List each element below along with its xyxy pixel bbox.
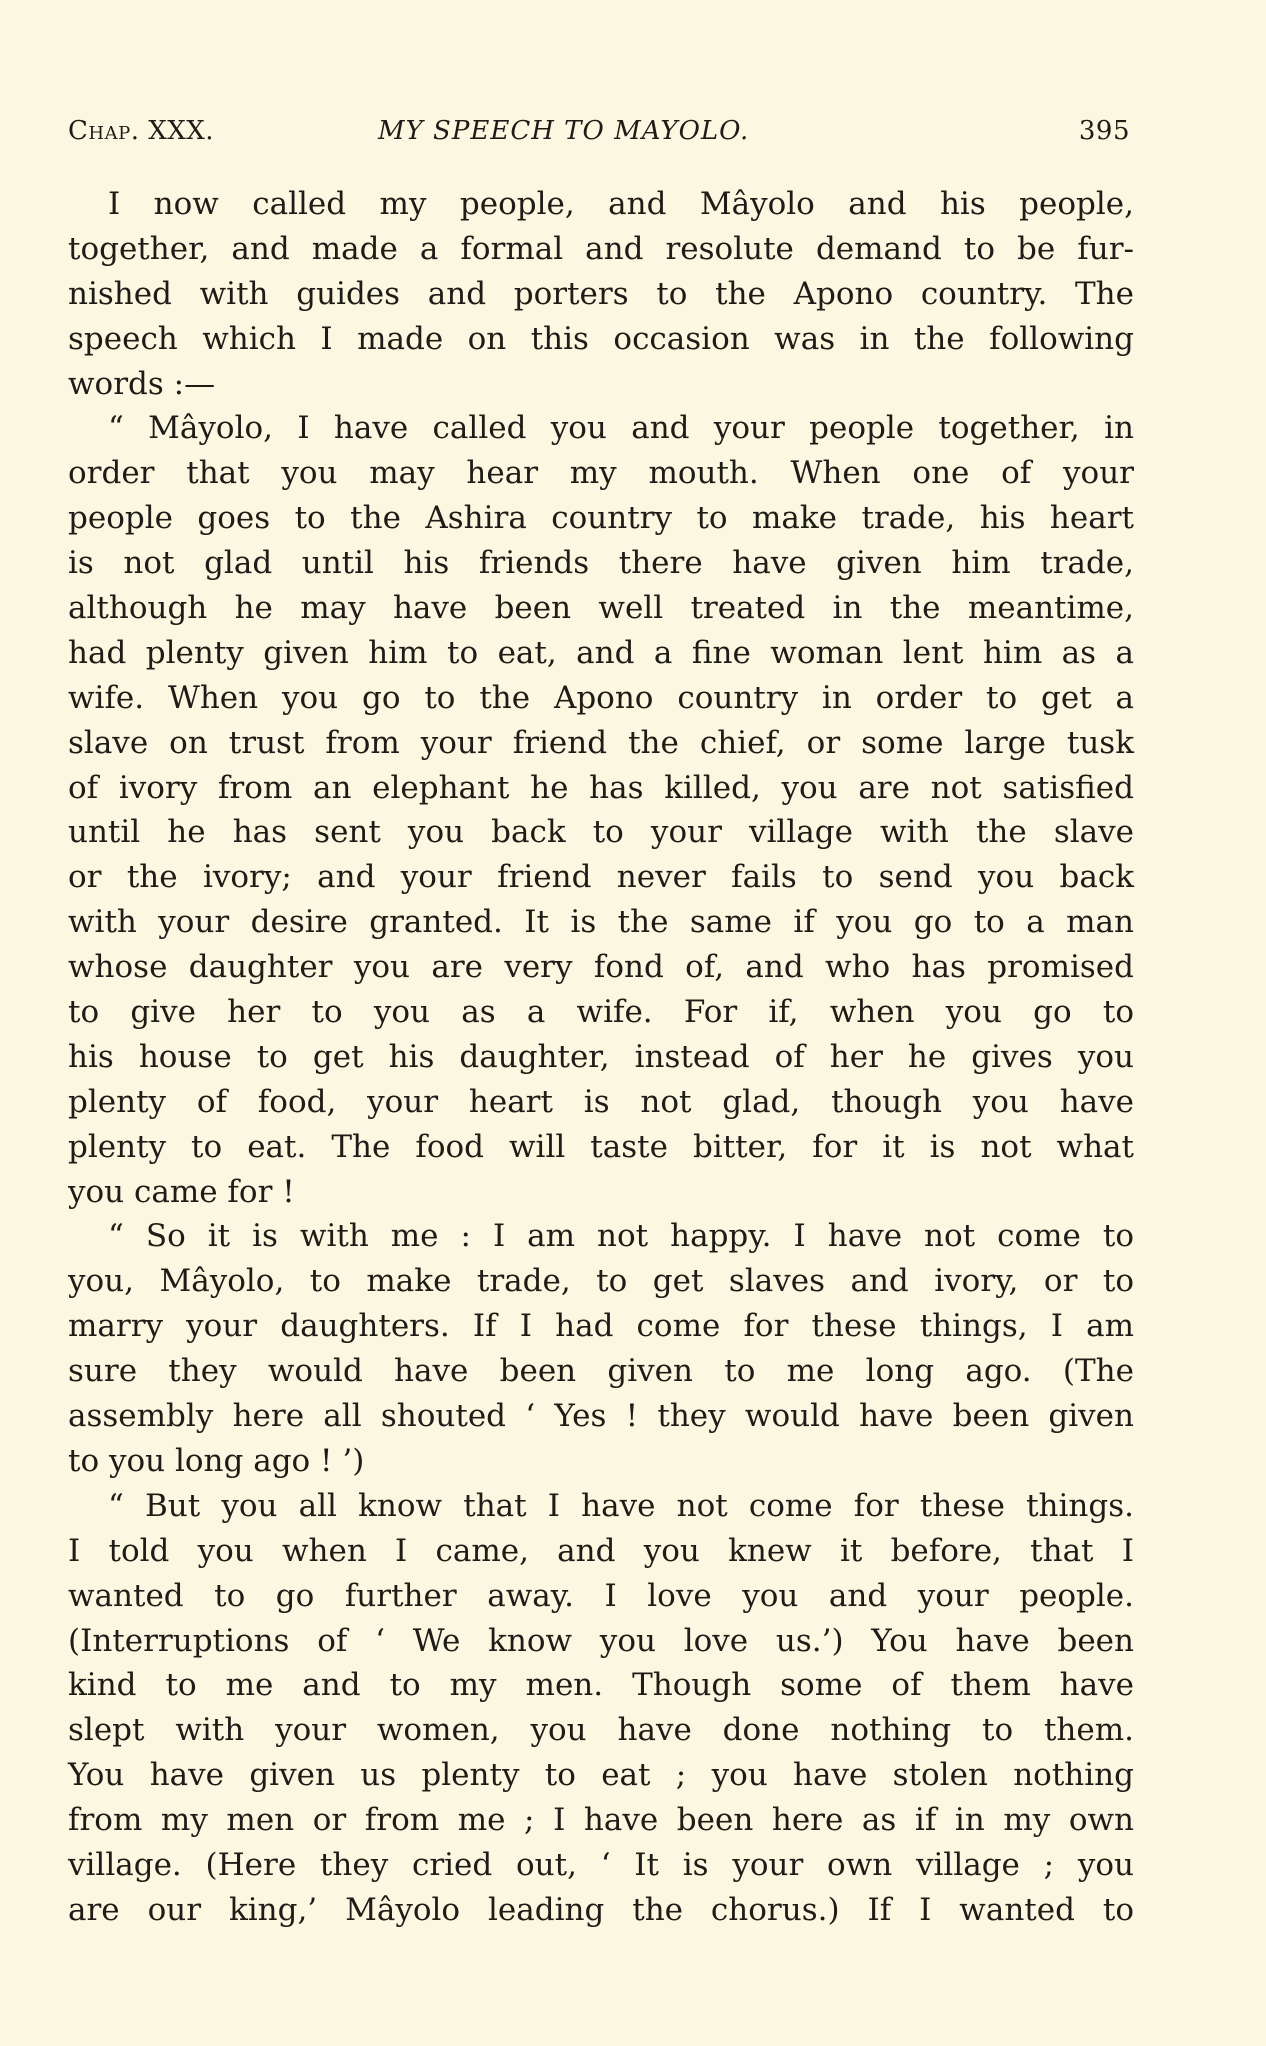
text-line: plenty of food, your heart is not glad, though you have <box>68 1083 1134 1120</box>
page-title: MY SPEECH TO MAYOLO. <box>378 116 750 146</box>
text-line: nished with guides and porters to the Apono country. The <box>68 275 1134 312</box>
text-line: “ So it is with me : I am not happy. I have not come to <box>108 1218 1134 1255</box>
text-line: is not glad until his friends there have given him trade, <box>68 545 1134 582</box>
text-line: although he may have been well treated in the meantime, <box>68 590 1134 627</box>
text-line: “ But you all know that I have not come for these things. <box>108 1487 1134 1524</box>
text-line: order that you may hear my mouth. When one of your <box>68 455 1134 492</box>
text-line: with your desire granted. It is the same if you go to a man <box>68 904 1134 941</box>
text-line: I told you when I came, and you knew it before, that I <box>68 1532 1134 1569</box>
text-line: whose daughter you are very fond of, and who has promised <box>68 949 1134 986</box>
text-line: speech which I made on this occasion was in the following <box>68 320 1134 357</box>
text-line: plenty to eat. The food will taste bitter, for it is not what <box>68 1128 1134 1165</box>
text-line: assembly here all shouted ‘ Yes ! they would have been given <box>68 1398 1134 1435</box>
text-line: his house to get his daughter, instead of her he gives you <box>68 1038 1134 1075</box>
text-line: “ Mâyolo, I have called you and your people together, in <box>108 410 1134 447</box>
text-line: wife. When you go to the Apono country in order to get a <box>68 679 1134 716</box>
running-head <box>68 116 1130 156</box>
text-line: slave on trust from your friend the chief, or some large tusk <box>68 724 1134 761</box>
text-line: from my men or from me ; I have been here as if in my own <box>68 1802 1134 1839</box>
text-line: village. (Here they cried out, ‘ It is your own village ; you <box>68 1846 1134 1883</box>
text-line: are our king,’ Mâyolo leading the chorus.) If I wanted to <box>68 1891 1134 1928</box>
text-line: (Interruptions of ‘ We know you love us.’) You have been <box>68 1622 1134 1659</box>
text-line: I now called my people, and Mâyolo and his people, <box>108 186 1134 222</box>
text-line: You have given us plenty to eat ; you have stolen nothing <box>68 1757 1134 1794</box>
text-line: words :— <box>68 365 216 402</box>
text-line: you came for ! <box>68 1173 295 1210</box>
text-line: slept with your women, you have done nothing to them. <box>68 1712 1134 1749</box>
text-line: marry your daughters. If I had come for these things, I am <box>68 1308 1134 1345</box>
text-line: people goes to the Ashira country to make trade, his heart <box>68 500 1134 537</box>
text-line: wanted to go further away. I love you and your people. <box>68 1577 1134 1614</box>
text-line: of ivory from an elephant he has killed, you are not satisfied <box>68 769 1134 806</box>
text-line: to you long ago ! ’) <box>68 1442 365 1479</box>
text-line: together, and made a formal and resolute demand to be fur- <box>68 230 1134 267</box>
text-line: to give her to you as a wife. For if, when you go to <box>68 994 1134 1031</box>
page-number: 395 <box>1078 116 1130 146</box>
text-line: until he has sent you back to your village with the slave <box>68 814 1134 851</box>
text-line: or the ivory; and your friend never fails to send you back <box>68 859 1134 896</box>
text-line: had plenty given him to eat, and a fine woman lent him as a <box>68 634 1134 671</box>
body-text <box>68 182 1134 1933</box>
text-line: you, Mâyolo, to make trade, to get slaves and ivory, or to <box>68 1263 1134 1300</box>
text-line: sure they would have been given to me long ago. (The <box>68 1353 1134 1390</box>
chapter-label: Chap. XXX. <box>68 116 215 146</box>
text-line: kind to me and to my men. Though some of them have <box>68 1667 1134 1704</box>
